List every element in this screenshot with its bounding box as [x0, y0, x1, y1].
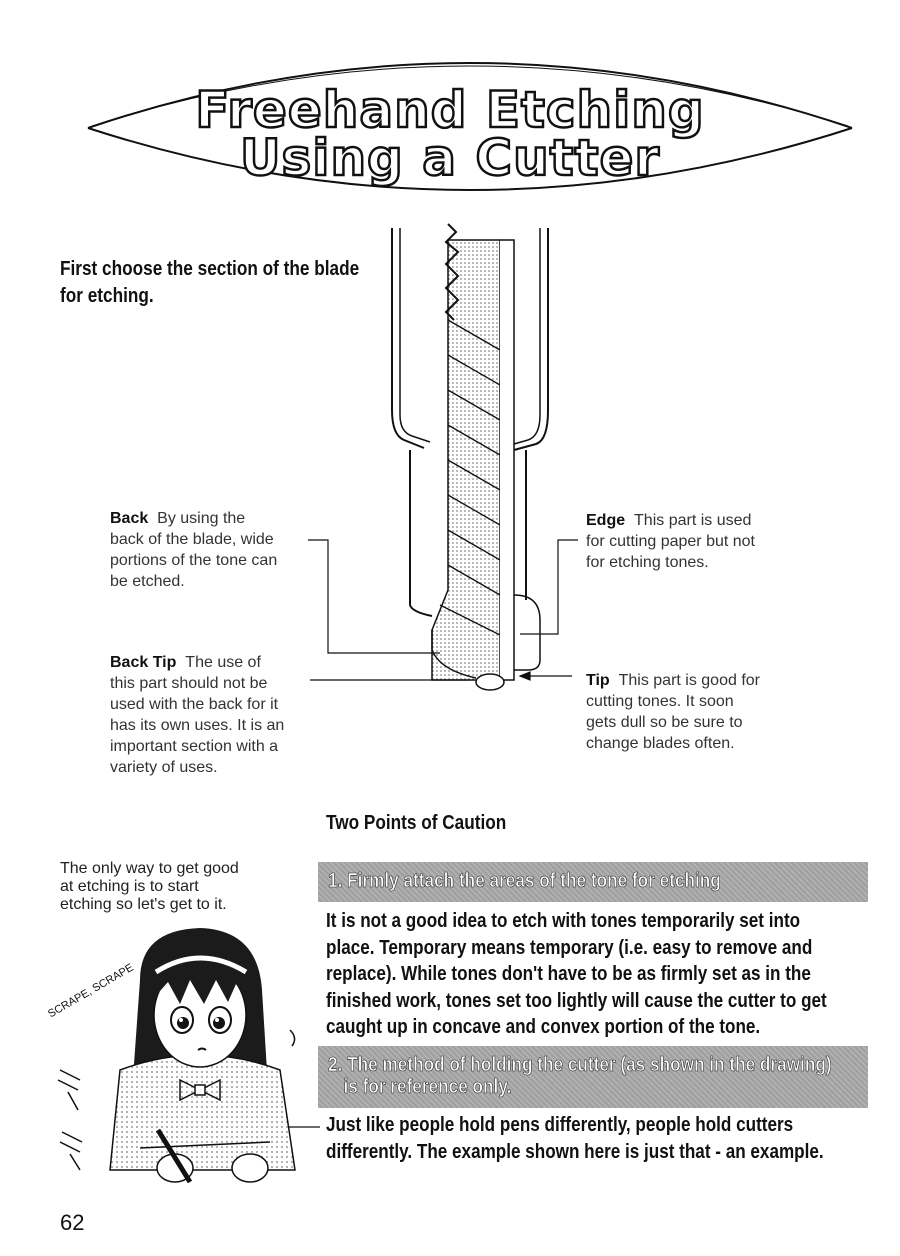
note-line: The only way to get good	[60, 860, 239, 877]
label-back	[110, 508, 320, 592]
caution-point-1-line: place. Temporary means temporary (i.e. easy to remove and	[326, 936, 813, 959]
label-back-line: back of the blade, wide	[110, 531, 274, 548]
note-line: etching so let's get to it.	[60, 896, 227, 913]
sfx-scrape: SCRAPE, SCRAPE	[46, 961, 136, 1021]
note-line: at etching is to start	[60, 878, 199, 895]
label-tip-term: Tip	[586, 672, 610, 689]
label-back-tip-line: variety of uses.	[110, 759, 218, 776]
caution-point-2-body	[326, 1112, 866, 1165]
label-back-tip-line: this part should not be	[110, 675, 268, 692]
caution-point-1-body	[326, 908, 866, 1041]
intro-line-2: for etching.	[60, 285, 154, 307]
label-tip	[586, 670, 826, 754]
caution-point-1-banner-text: 1. Firmly attach the areas of the tone for etching	[328, 870, 721, 892]
caution-point-1-line: It is not a good idea to etch with tones temporarily set into	[326, 910, 801, 932]
encouragement-note	[60, 860, 280, 914]
caution-point-2-banner	[318, 1046, 868, 1108]
label-edge-line: for etching tones.	[586, 554, 709, 571]
label-edge-line: This part is used	[634, 512, 752, 529]
caution-point-2-banner-line-2: is for reference only.	[343, 1076, 512, 1098]
page-number: 62	[60, 1210, 85, 1235]
label-tip-line: cutting tones. It soon	[586, 693, 734, 710]
girl-etching-illustration	[40, 920, 320, 1200]
label-back-line: be etched.	[110, 573, 185, 590]
label-edge	[586, 510, 826, 573]
label-edge-term: Edge	[586, 512, 626, 529]
label-tip-line: gets dull so be sure to	[586, 714, 743, 731]
caution-heading: Two Points of Caution	[326, 812, 507, 834]
label-back-tip-line: used with the back for it	[110, 696, 279, 713]
label-back-tip-line: has its own uses. It is an	[110, 717, 285, 734]
caution-point-2-banner-line-1: 2. The method of holding the cutter (as shown in the drawing)	[328, 1054, 832, 1076]
title-line-1: Freehand Etching	[195, 81, 705, 139]
caution-point-1-banner	[318, 862, 868, 902]
label-back-tip-term: Back Tip	[110, 654, 177, 671]
caution-point-1-line: caught up in concave and convex portion of the tone.	[326, 1016, 761, 1038]
label-back-line: By using the	[157, 510, 246, 527]
caution-point-1-line: replace). While tones don't have to be as firmly set as in the	[326, 963, 811, 985]
caution-point-1-line: finished work, tones set too lightly will cause the cutter to get	[326, 989, 827, 1012]
label-back-line: portions of the tone can	[110, 552, 278, 569]
caution-point-2-line: Just like people hold pens differently, people hold cutters	[326, 1114, 794, 1136]
label-back-tip	[110, 652, 320, 778]
label-back-tip-line: The use of	[185, 654, 261, 671]
label-tip-line: This part is good for	[618, 672, 760, 689]
title-line-2: Using a Cutter	[239, 129, 661, 187]
label-back-tip-line: important section with a	[110, 738, 279, 755]
caution-point-2-line: differently. The example shown here is just that - an example.	[326, 1140, 824, 1163]
label-edge-line: for cutting paper but not	[586, 533, 755, 550]
label-tip-line: change blades often.	[586, 735, 735, 752]
intro-line-1: First choose the section of the blade	[60, 258, 360, 280]
label-back-term: Back	[110, 510, 149, 527]
